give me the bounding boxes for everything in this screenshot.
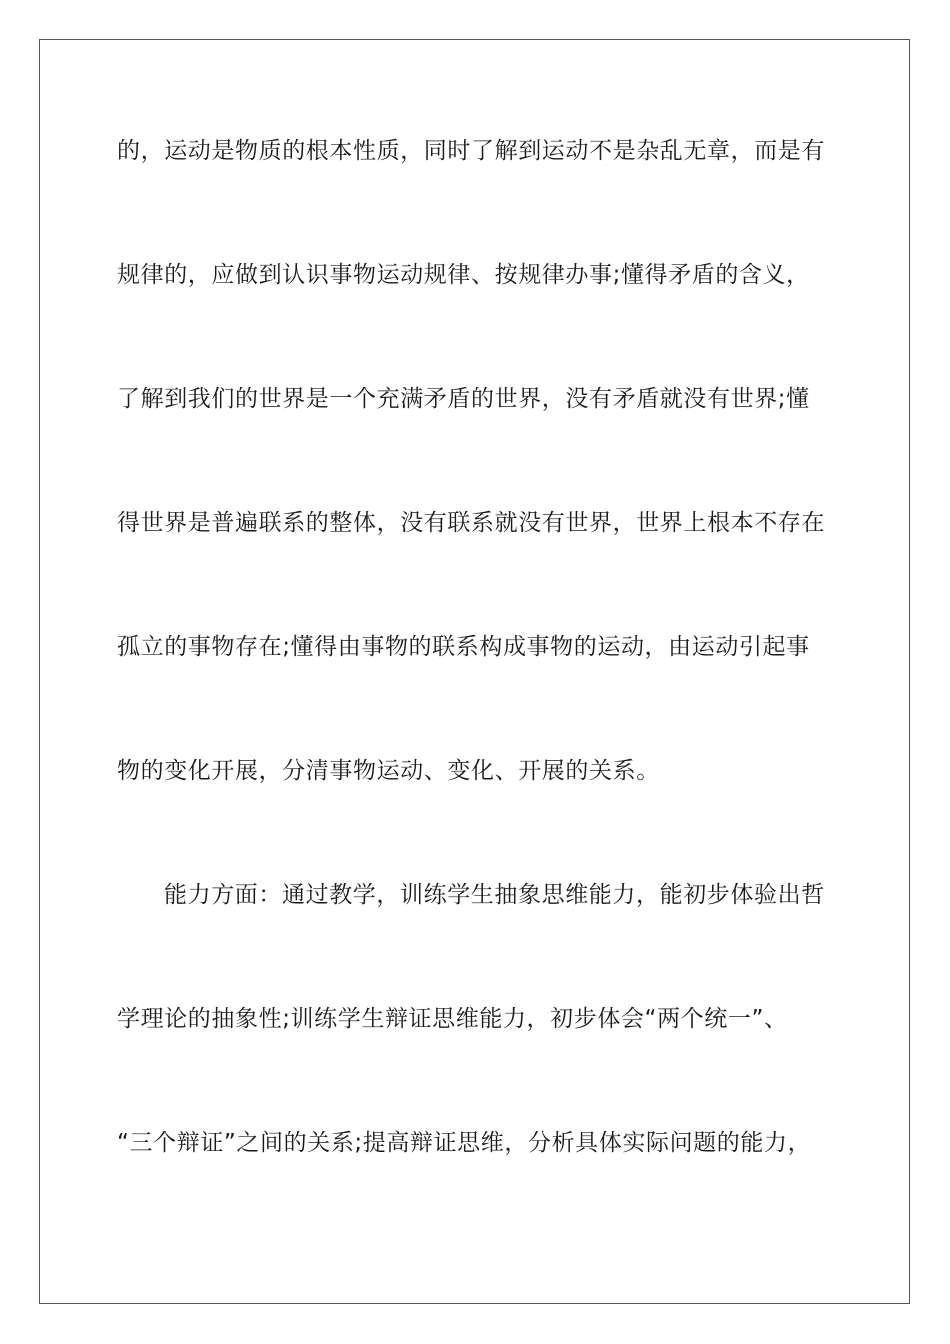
paragraph-line-2: 规律的，应做到认识事物运动规律、按规律办事;懂得矛盾的含义， xyxy=(117,262,810,288)
paragraph-line-4: 得世界是普遍联系的整体，没有联系就没有世界，世界上根本不存在 xyxy=(117,510,825,536)
page-border xyxy=(39,39,910,1304)
paragraph-line-8: 学理论的抽象性;训练学生辩证思维能力，初步体会“两个统一”、 xyxy=(117,1006,788,1032)
paragraph-line-9: “三个辩证”之间的关系;提高辩证思维，分析具体实际问题的能力， xyxy=(117,1130,812,1156)
paragraph-line-7: 能力方面：通过教学，训练学生抽象思维能力，能初步体验出哲 xyxy=(164,882,825,908)
paragraph-line-3: 了解到我们的世界是一个充满矛盾的世界，没有矛盾就没有世界;懂 xyxy=(117,386,810,412)
paragraph-line-5: 孤立的事物存在;懂得由事物的联系构成事物的运动，由运动引起事 xyxy=(117,634,810,660)
paragraph-line-1: 的，运动是物质的根本性质，同时了解到运动不是杂乱无章，而是有 xyxy=(117,138,825,164)
paragraph-line-6: 物的变化开展，分清事物运动、变化、开展的关系。 xyxy=(117,758,660,784)
